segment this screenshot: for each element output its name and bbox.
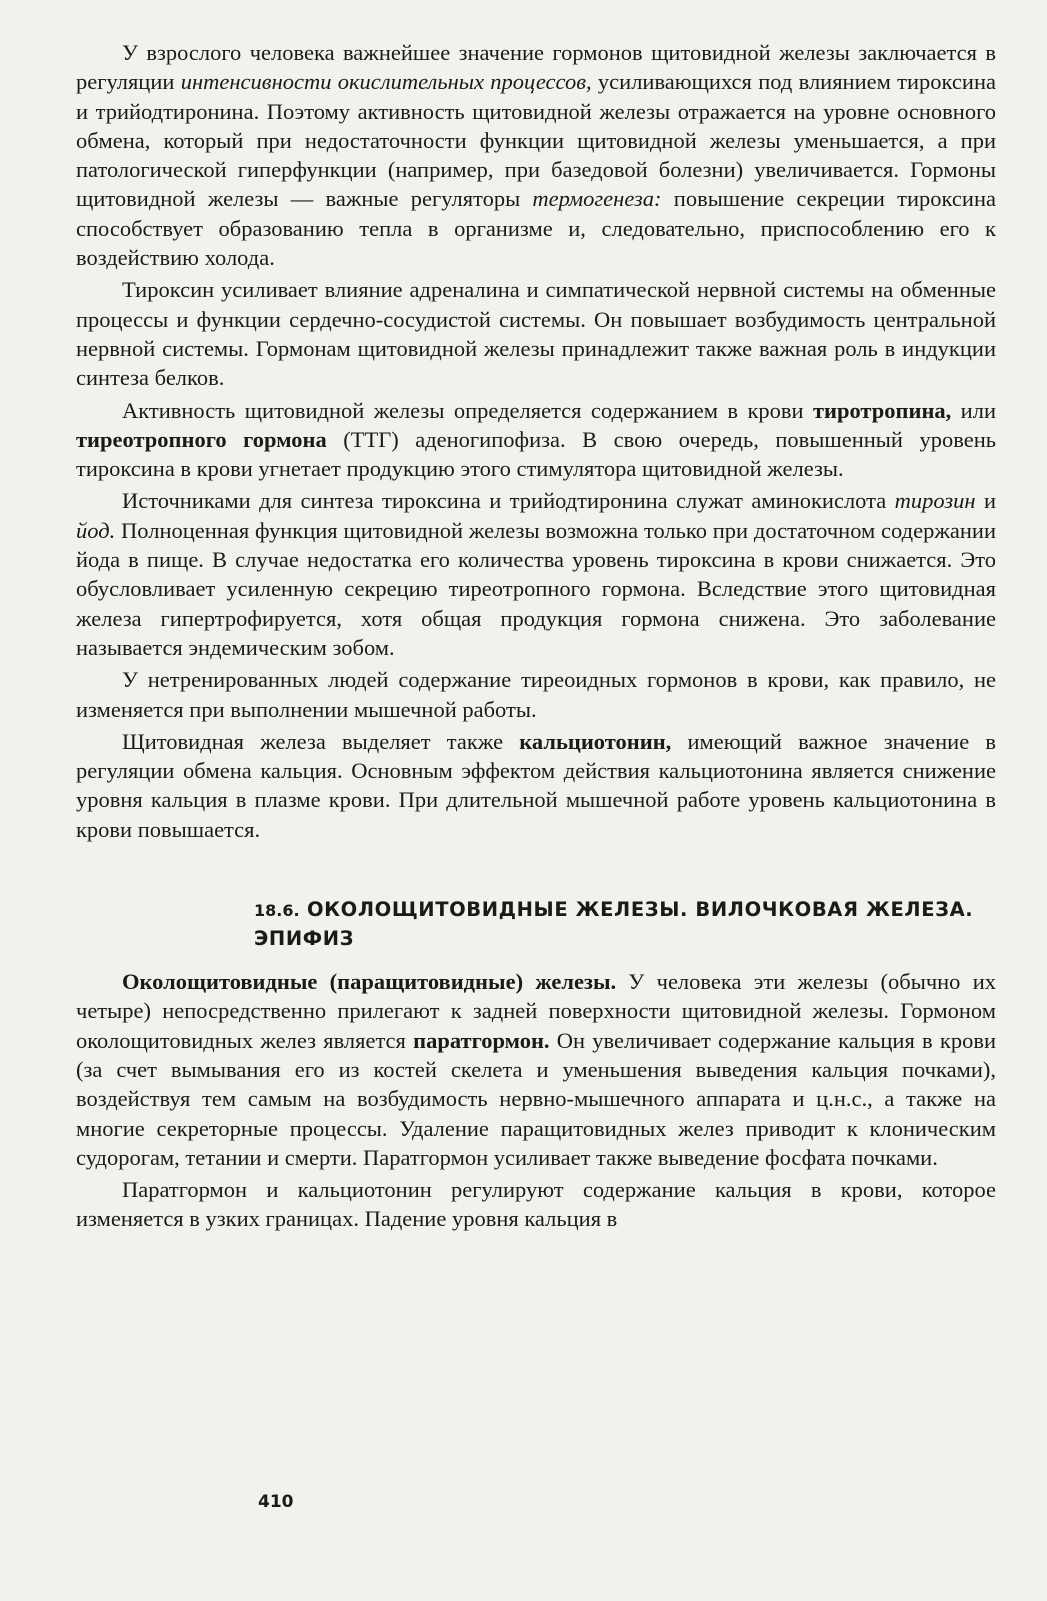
paragraph-calcium-regulation: Паратгормон и кальциотонин регулируют содержание кальция в крови, которое изменяется в узких границах. Падение уровня кальция в — [76, 1177, 996, 1232]
paragraph-untrained: У нетренированных людей содержание тиреоидных гормонов в крови, как правило, не изменяется при выполнении мышечной работы. — [76, 667, 996, 722]
section-heading — [254, 896, 996, 953]
paragraph-parathyroid: Околощитовидные (паращитовидные) железы. У человека эти железы (обычно их четыре) непосредственно прилегают к задней поверхности щитовидной железы. Гормоном околощитовидных желез является паратгормон. Он увеличивает содержание кальция в крови (за счет вымывания его из костей скелета и уменьшения выведения кальция почками), воздействуя тем самым на возбудимость нервно-мышечного аппарата и ц.н.с., а также на многие секреторные процессы. Удаление паращитовидных желез приводит к клоническим судорогам, тетании и смерти. Паратгормон усиливает также выведение фосфата почками. — [76, 969, 996, 1170]
paragraph-iodine: Источниками для синтеза тироксина и трийодтиронина служат аминокислота тирозин и йод. Полноценная функция щитовидной железы возможна только при достаточном содержании йода в пище. В случае недостатка его количества уровень тироксина в крови снижается. Это обусловливает усиленную секрецию тиреотропного гормона. Вследствие этого щитовидная железа гипертрофируется, хотя общая продукция гормона снижена. Это заболевание называется эндемическим зобом. — [76, 488, 997, 660]
paragraph-thyrotropin: Активность щитовидной железы определяется содержанием в крови тиротропина, или тиреотропного гормона (ТТГ) аденогипофиза. В свою очередь, повышенный уровень тироксина в крови угнетает продукцию этого стимулятора щитовидной железы. — [76, 397, 997, 482]
page-number: 410 — [258, 1492, 294, 1512]
paragraph-calcitonin: Щитовидная железа выделяет также кальциотонин, имеющий важное значение в регуляции обмена кальция. Основным эффектом действия кальциотонина является снижение уровня кальция в плазме крови. При длительной мышечной работе уровень кальциотонина в крови повышается. — [76, 728, 997, 842]
paragraph-thyroid-hormones: У взрослого человека важнейшее значение гормонов щитовидной железы заключается в регуляции интенсивности окислительных процессов, усиливающихся под влиянием тироксина и трийодтиронина. Поэтому активность щитовидной железы отражается на уровне основного обмена, который при недостаточности функции щитовидной железы уменьшается, а при патологической гиперфункции (например, при базедовой болезни) увеличивается. Гормоны щитовидной железы — важные регуляторы термогенеза: повышение секреции тироксина способствует образованию тепла в организме и, следовательно, приспособлению его к воздействию холода. — [76, 40, 996, 271]
section-title: ОКОЛОЩИТОВИДНЫЕ ЖЕЛЕЗЫ. ВИЛОЧКОВАЯ ЖЕЛЕЗА. ЭПИФИЗ — [254, 898, 974, 951]
paragraph-thyroxine: Тироксин усиливает влияние адреналина и симпатической нервной системы на обменные процессы и функции сердечно-сосудистой системы. Он повышает возбудимость центральной нервной системы. Гормонам щитовидной железы принадлежит также важная роль в индукции синтеза белков. — [76, 277, 996, 391]
page-content — [76, 38, 996, 1234]
section-number: 18.6. — [254, 901, 300, 921]
